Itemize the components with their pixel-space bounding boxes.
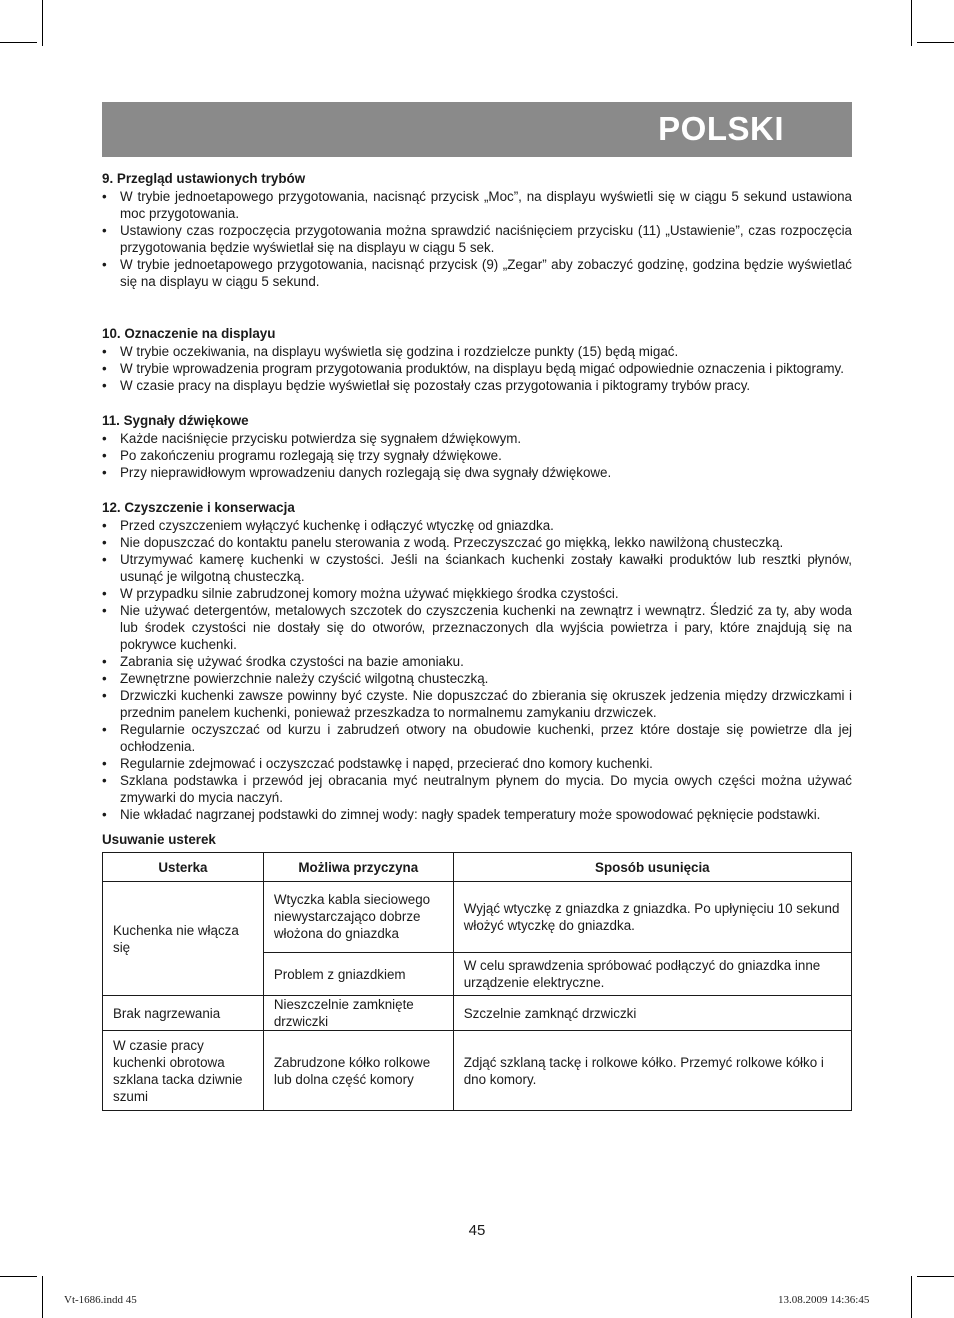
list-item: • Regularnie oczyszczać od kurzu i zabrudzeń otwory na obudowie kuchenki, przez które dostaje się powietrze dla jej ochłodzenia. (102, 721, 852, 755)
list-item: • Przed czyszczeniem wyłączyć kuchenkę i odłączyć wtyczkę od gniazdka. (102, 517, 852, 534)
fault-cell: W czasie pracy kuchenki obrotowa szklana tacka dziwnie szumi (103, 1031, 264, 1111)
page-content (102, 170, 852, 1111)
section-title: 11. Sygnały dźwiękowe (102, 413, 249, 428)
section-mode-review (102, 170, 852, 290)
remedy-cell: Wyjąć wtyczkę z gniazdka z gniazdka. Po upłynięciu 10 sekund włożyć wtyczkę do gniazdka. (453, 882, 851, 953)
remedy-cell: W celu sprawdzenia spróbować podłączyć do gniazdka inne urządzenie elektryczne. (453, 953, 851, 996)
crop-mark (0, 1276, 37, 1277)
list-item: • W przypadku silnie zabrudzonej komory można używać miękkiego środka czystości. (102, 585, 852, 602)
list-item: • Zewnętrzne powierzchnie należy czyścić wilgotną chusteczką. (102, 670, 852, 687)
print-slug-date: 13.08.2009 14:36:45 (778, 1294, 870, 1306)
list-item: • W trybie oczekiwania, na displayu wyświetla się godzina i rozdzielcze punkty (15) będą migać. (102, 343, 852, 360)
cause-cell: Wtyczka kabla sieciowego niewystarczająco dobrze włożona do gniazdka (263, 882, 453, 953)
cause-cell: Nieszczelnie zamknięte drzwiczki (263, 996, 453, 1031)
bullet-list (102, 343, 852, 394)
fault-cell: Kuchenka nie włącza się (103, 882, 264, 996)
crop-mark (42, 0, 43, 46)
list-item: • Nie używać detergentów, metalowych szczotek do czyszczenia kuchenki na zewnątrz i wewnątrz. Śledzić za ty, aby woda lub środek czystości nie dostały się do otworów, przeznaczonych dla wyjścia powietrza i pary, które znajdują się na pokrywce kuchenki. (102, 602, 852, 653)
cause-cell: Problem z gniazdkiem (263, 953, 453, 996)
crop-mark (917, 42, 954, 43)
list-item: • W czasie pracy na displayu będzie wyświetlał się pozostały czas przygotowania i piktogramy trybów pracy. (102, 377, 852, 394)
list-item: • Utrzymywać kamerę kuchenki w czystości. Jeśli na ściankach kuchenki zostały kawałki produktów lub resztki płynów, usunąć je wilgotną chusteczką. (102, 551, 852, 585)
section-display-indicators (102, 325, 852, 394)
language-title: POLSKI (658, 110, 784, 147)
section-title: 9. Przegląd ustawionych trybów (102, 171, 306, 186)
fault-cell: Brak nagrzewania (103, 996, 264, 1031)
crop-mark (911, 1276, 912, 1318)
cause-cell: Zabrudzone kółko rolkowe lub dolna część komory (263, 1031, 453, 1111)
page-number: 45 (468, 1222, 486, 1239)
remedy-cell: Szczelnie zamknąć drzwiczki (453, 996, 851, 1031)
list-item: • W trybie wprowadzenia program przygotowania produktów, na displayu będą migać odpowiednie oznaczenia i piktogramy. (102, 360, 852, 377)
crop-mark (917, 1276, 954, 1277)
list-item: • Szklana podstawka i przewód jej obracania myć neutralnym płynem do mycia. Do mycia owych części można używać zmywarki do mycia naczyń. (102, 772, 852, 806)
list-item: • Nie wkładać nagrzanej podstawki do zimnej wody: nagły spadek temperatury może spowodować pęknięcie podstawki. (102, 806, 852, 823)
list-item: • Regularnie zdejmować i oczyszczać podstawkę i napęd, przecierać dno komory kuchenki. (102, 755, 852, 772)
print-slug-file: Vt-1686.indd 45 (64, 1294, 137, 1306)
list-item: • Po zakończeniu programu rozlegają się trzy sygnały dźwiękowe. (102, 447, 852, 464)
list-item: • Zabrania się używać środka czystości na bazie amoniaku. (102, 653, 852, 670)
bullet-list (102, 188, 852, 290)
section-title: 12. Czyszczenie i konserwacja (102, 500, 295, 515)
list-item: • Drzwiczki kuchenki zawsze powinny być czyste. Nie dopuszczać do zbierania się okruszek jedzenia między drzwiczkami i przednim panelem kuchenki, ponieważ przeszkadza to normalnemu zamykaniu drzwiczek. (102, 687, 852, 721)
column-header-remedy: Sposób usunięcia (453, 853, 851, 882)
crop-mark (911, 0, 912, 46)
remedy-cell: Zdjąć szklaną tackę i rolkowe kółko. Przemyć rolkowe kółko i dno komory. (453, 1031, 851, 1111)
table-row (103, 996, 852, 1031)
list-item: • Nie dopuszczać do kontaktu panelu sterowania z wodą. Przeczyszczać go miękką, lekko nawilżoną chusteczką. (102, 534, 852, 551)
section-cleaning (102, 499, 852, 823)
bullet-list (102, 517, 852, 823)
crop-mark (0, 42, 37, 43)
list-item: • Ustawiony czas rozpoczęcia przygotowania można sprawdzić naciśnięciem przycisku (11) „Ustawienie”, czas rozpoczęcia przygotowania będzie wyświetlał się na displayu w ciągu 5 sek. (102, 222, 852, 256)
column-header-fault: Usterka (103, 853, 264, 882)
list-item: • Każde naciśnięcie przycisku potwierdza się sygnałem dźwiękowym. (102, 430, 852, 447)
table-header-row (103, 853, 852, 882)
bullet-list (102, 430, 852, 481)
troubleshooting-title: Usuwanie usterek (102, 832, 216, 847)
section-title: 10. Oznaczenie na displayu (102, 326, 276, 341)
troubleshooting-table (102, 852, 852, 1111)
language-header-bar (102, 102, 852, 157)
table-row (103, 1031, 852, 1111)
list-item: • Przy nieprawidłowym wprowadzeniu danych rozlegają się dwa sygnały dźwiękowe. (102, 464, 852, 481)
crop-mark (42, 1276, 43, 1318)
column-header-cause: Możliwa przyczyna (263, 853, 453, 882)
list-item: • W trybie jednoetapowego przygotowania, nacisnąć przycisk „Moc”, na displayu wyświetli się w ciągu 5 sekund ustawiona moc przygotowania. (102, 188, 852, 222)
list-item: • W trybie jednoetapowego przygotowania, nacisnąć przycisk (9) „Zegar” aby zobaczyć godzinę, godzina będzie wyświetlać się na displayu w ciągu 5 sekund. (102, 256, 852, 290)
table-row (103, 882, 852, 953)
section-sound-signals (102, 412, 852, 481)
